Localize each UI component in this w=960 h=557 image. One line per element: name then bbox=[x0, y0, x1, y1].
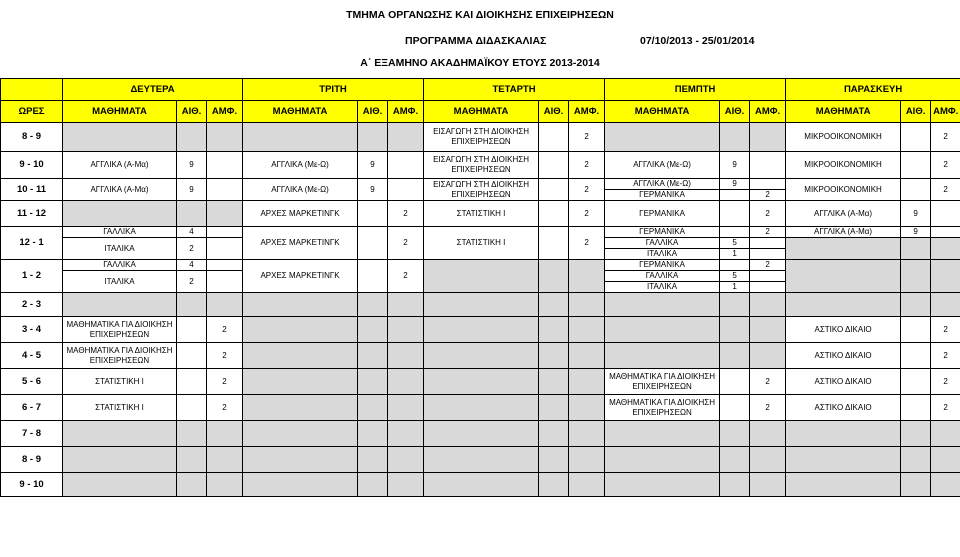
room-header: ΑΙΘ. bbox=[358, 101, 388, 123]
course-cell: ΑΓΓΛΙΚΑ (Με-Ω) bbox=[243, 152, 358, 179]
empty-slot bbox=[358, 447, 388, 473]
empty-slot bbox=[177, 201, 207, 227]
blank-cell bbox=[539, 227, 569, 260]
amph-cell: 2 bbox=[931, 343, 960, 369]
room-cell: 1 bbox=[720, 249, 750, 260]
empty-slot bbox=[243, 343, 358, 369]
blank-cell bbox=[931, 201, 960, 227]
amph-cell: 2 bbox=[569, 201, 605, 227]
hour-cell: 11 - 12 bbox=[1, 201, 63, 227]
empty-slot bbox=[424, 447, 539, 473]
empty-slot bbox=[539, 369, 569, 395]
blank-cell bbox=[720, 190, 750, 201]
room-cell: 9 bbox=[358, 152, 388, 179]
amph-header: ΑΜΦ. bbox=[388, 101, 424, 123]
amph-header: ΑΜΦ. bbox=[931, 101, 960, 123]
empty-slot bbox=[786, 260, 901, 293]
course-cell: ΙΤΑΛΙΚΑ bbox=[63, 238, 177, 260]
room-cell: 2 bbox=[177, 271, 207, 293]
course-cell: ΑΓΓΛΙΚΑ (Με-Ω) bbox=[605, 152, 720, 179]
amph-header: ΑΜΦ. bbox=[569, 101, 605, 123]
empty-slot bbox=[720, 343, 750, 369]
course-cell: ΓΑΛΛΙΚΑ bbox=[63, 260, 177, 271]
course-cell: ΣΤΑΤΙΣΤΙΚΗ Ι bbox=[63, 369, 177, 395]
blank-cell bbox=[750, 249, 786, 260]
course-cell: ΑΣΤΙΚΟ ΔΙΚΑΙΟ bbox=[786, 317, 901, 343]
course-cell: ΑΓΓΛΙΚΑ (Α-Μα) bbox=[63, 152, 177, 179]
empty-slot bbox=[569, 395, 605, 421]
empty-slot bbox=[388, 123, 424, 152]
empty-slot bbox=[63, 123, 177, 152]
course-cell: ΜΙΚΡΟΟΙΚΟΝΟΜΙΚΗ bbox=[786, 179, 901, 201]
empty-slot bbox=[750, 421, 786, 447]
empty-slot bbox=[539, 343, 569, 369]
course-cell: ΑΓΓΛΙΚΑ (Με-Ω) bbox=[243, 179, 358, 201]
empty-slot bbox=[424, 343, 539, 369]
hour-cell: 7 - 8 bbox=[1, 421, 63, 447]
hour-cell: 12 - 1 bbox=[1, 227, 63, 260]
blank-cell bbox=[750, 179, 786, 190]
empty-slot bbox=[720, 293, 750, 317]
date-range: 07/10/2013 - 25/01/2014 bbox=[640, 35, 755, 47]
empty-slot bbox=[63, 447, 177, 473]
blank-cell bbox=[207, 227, 243, 238]
empty-slot bbox=[931, 293, 960, 317]
blank-cell bbox=[750, 271, 786, 282]
empty-slot bbox=[424, 395, 539, 421]
empty-slot bbox=[424, 473, 539, 497]
empty-slot bbox=[63, 421, 177, 447]
empty-slot bbox=[786, 421, 901, 447]
empty-slot bbox=[177, 421, 207, 447]
course-cell: ΕΙΣΑΓΩΓΗ ΣΤΗ ΔΙΟΙΚΗΣΗ ΕΠΙΧΕΙΡΗΣΕΩΝ bbox=[424, 123, 539, 152]
empty-slot bbox=[243, 421, 358, 447]
empty-slot bbox=[388, 293, 424, 317]
empty-slot bbox=[358, 317, 388, 343]
room-cell: 1 bbox=[720, 282, 750, 293]
hour-cell: 10 - 11 bbox=[1, 179, 63, 201]
empty-slot bbox=[605, 473, 720, 497]
empty-slot bbox=[207, 293, 243, 317]
course-cell: ΕΙΣΑΓΩΓΗ ΣΤΗ ΔΙΟΙΚΗΣΗ ΕΠΙΧΕΙΡΗΣΕΩΝ bbox=[424, 179, 539, 201]
semester-title: Α΄ ΕΞΑΜΗΝΟ ΑΚΑΔΗΜΑΪΚΟΥ ΕΤΟΥΣ 2013-2014 bbox=[360, 57, 600, 69]
room-cell: 5 bbox=[720, 238, 750, 249]
blank-cell bbox=[388, 152, 424, 179]
corner-cell bbox=[1, 79, 63, 101]
empty-slot bbox=[358, 395, 388, 421]
course-cell: ΑΣΤΙΚΟ ΔΙΚΑΙΟ bbox=[786, 369, 901, 395]
amph-cell: 2 bbox=[207, 317, 243, 343]
room-cell: 9 bbox=[901, 227, 931, 238]
empty-slot bbox=[243, 473, 358, 497]
blank-cell bbox=[750, 282, 786, 293]
program-label: ΠΡΟΓΡΑΜΜΑ ΔΙΔΑΣΚΑΛΙΑΣ bbox=[405, 35, 547, 47]
course-cell: ΑΣΤΙΚΟ ΔΙΚΑΙΟ bbox=[786, 343, 901, 369]
empty-slot bbox=[750, 293, 786, 317]
empty-slot bbox=[63, 293, 177, 317]
empty-slot bbox=[207, 421, 243, 447]
empty-slot bbox=[901, 421, 931, 447]
empty-slot bbox=[243, 447, 358, 473]
blank-cell bbox=[901, 369, 931, 395]
empty-slot bbox=[177, 123, 207, 152]
day-wednesday: ΤΕΤΑΡΤΗ bbox=[424, 79, 605, 101]
hour-cell: 9 - 10 bbox=[1, 473, 63, 497]
course-header: ΜΑΘΗΜΑΤΑ bbox=[243, 101, 358, 123]
room-cell: 4 bbox=[177, 260, 207, 271]
empty-slot bbox=[569, 260, 605, 293]
blank-cell bbox=[720, 227, 750, 238]
room-header: ΑΙΘ. bbox=[177, 101, 207, 123]
blank-cell bbox=[901, 152, 931, 179]
blank-cell bbox=[388, 179, 424, 201]
amph-cell: 2 bbox=[569, 152, 605, 179]
hour-cell: 6 - 7 bbox=[1, 395, 63, 421]
amph-cell: 2 bbox=[207, 395, 243, 421]
blank-cell bbox=[539, 179, 569, 201]
hours-header: ΩΡΕΣ bbox=[1, 101, 63, 123]
blank-cell bbox=[207, 179, 243, 201]
empty-slot bbox=[207, 447, 243, 473]
course-cell: ΑΡΧΕΣ ΜΑΡΚΕΤΙΝΓΚ bbox=[243, 201, 358, 227]
course-cell: ΑΓΓΛΙΚΑ (Α-Μα) bbox=[786, 227, 901, 238]
course-cell: ΜΑΘΗΜΑΤΙΚΑ ΓΙΑ ΔΙΟΙΚΗΣΗ ΕΠΙΧΕΙΡΗΣΕΩΝ bbox=[605, 395, 720, 421]
amph-cell: 2 bbox=[750, 201, 786, 227]
course-cell: ΓΕΡΜΑΝΙΚΑ bbox=[605, 227, 720, 238]
empty-slot bbox=[901, 447, 931, 473]
blank-cell bbox=[358, 227, 388, 260]
course-header: ΜΑΘΗΜΑΤΑ bbox=[63, 101, 177, 123]
empty-slot bbox=[720, 123, 750, 152]
amph-cell: 2 bbox=[750, 395, 786, 421]
amph-cell: 2 bbox=[569, 123, 605, 152]
empty-slot bbox=[569, 317, 605, 343]
table-row bbox=[1, 369, 960, 395]
amph-cell: 2 bbox=[750, 227, 786, 238]
hour-cell: 4 - 5 bbox=[1, 343, 63, 369]
blank-cell bbox=[720, 395, 750, 421]
empty-slot bbox=[207, 201, 243, 227]
blank-cell bbox=[720, 260, 750, 271]
amph-cell: 2 bbox=[931, 152, 960, 179]
empty-slot bbox=[931, 447, 960, 473]
course-header: ΜΑΘΗΜΑΤΑ bbox=[605, 101, 720, 123]
blank-cell bbox=[901, 317, 931, 343]
empty-slot bbox=[388, 317, 424, 343]
course-cell: ΓΑΛΛΙΚΑ bbox=[605, 271, 720, 282]
hour-cell: 8 - 9 bbox=[1, 123, 63, 152]
empty-slot bbox=[786, 447, 901, 473]
empty-slot bbox=[569, 293, 605, 317]
empty-slot bbox=[358, 369, 388, 395]
empty-slot bbox=[424, 421, 539, 447]
amph-cell: 2 bbox=[931, 179, 960, 201]
table-row bbox=[1, 473, 960, 497]
amph-cell: 2 bbox=[388, 227, 424, 260]
blank-cell bbox=[177, 343, 207, 369]
room-cell: 9 bbox=[177, 152, 207, 179]
day-friday: ΠΑΡΑΣΚΕΥΗ bbox=[786, 79, 960, 101]
blank-cell bbox=[901, 179, 931, 201]
day-tuesday: ΤΡΙΤΗ bbox=[243, 79, 424, 101]
course-cell: ΙΤΑΛΙΚΑ bbox=[63, 271, 177, 293]
hour-cell: 1 - 2 bbox=[1, 260, 63, 293]
course-cell: ΑΡΧΕΣ ΜΑΡΚΕΤΙΝΓΚ bbox=[243, 227, 358, 260]
empty-slot bbox=[569, 473, 605, 497]
amph-cell: 2 bbox=[750, 190, 786, 201]
empty-slot bbox=[358, 123, 388, 152]
room-header: ΑΙΘ. bbox=[720, 101, 750, 123]
empty-slot bbox=[720, 421, 750, 447]
empty-slot bbox=[243, 317, 358, 343]
course-cell: ΓΕΡΜΑΝΙΚΑ bbox=[605, 201, 720, 227]
course-cell: ΓΑΛΛΙΚΑ bbox=[63, 227, 177, 238]
empty-slot bbox=[207, 123, 243, 152]
empty-slot bbox=[605, 317, 720, 343]
empty-slot bbox=[177, 473, 207, 497]
empty-slot bbox=[931, 421, 960, 447]
empty-slot bbox=[243, 123, 358, 152]
empty-slot bbox=[539, 447, 569, 473]
room-header: ΑΙΘ. bbox=[539, 101, 569, 123]
empty-slot bbox=[177, 447, 207, 473]
course-cell: ΑΓΓΛΙΚΑ (Α-Μα) bbox=[63, 179, 177, 201]
course-cell: ΙΤΑΛΙΚΑ bbox=[605, 249, 720, 260]
course-cell: ΓΑΛΛΙΚΑ bbox=[605, 238, 720, 249]
empty-slot bbox=[750, 473, 786, 497]
empty-slot bbox=[750, 343, 786, 369]
course-cell: ΑΓΓΛΙΚΑ (Α-Μα) bbox=[786, 201, 901, 227]
hour-cell: 2 - 3 bbox=[1, 293, 63, 317]
empty-slot bbox=[605, 123, 720, 152]
empty-slot bbox=[901, 260, 931, 293]
empty-slot bbox=[931, 260, 960, 293]
table-row bbox=[1, 293, 960, 317]
table-row bbox=[1, 227, 960, 238]
table-row bbox=[1, 201, 960, 227]
table-row bbox=[1, 343, 960, 369]
amph-cell: 2 bbox=[750, 369, 786, 395]
amph-cell: 2 bbox=[388, 201, 424, 227]
empty-slot bbox=[569, 343, 605, 369]
amph-cell: 2 bbox=[207, 343, 243, 369]
course-header: ΜΑΘΗΜΑΤΑ bbox=[424, 101, 539, 123]
room-cell: 9 bbox=[720, 179, 750, 190]
amph-header: ΑΜΦ. bbox=[750, 101, 786, 123]
empty-slot bbox=[243, 293, 358, 317]
course-cell: ΣΤΑΤΙΣΤΙΚΗ Ι bbox=[424, 201, 539, 227]
blank-cell bbox=[539, 201, 569, 227]
room-cell: 9 bbox=[358, 179, 388, 201]
course-cell: ΕΙΣΑΓΩΓΗ ΣΤΗ ΔΙΟΙΚΗΣΗ ΕΠΙΧΕΙΡΗΣΕΩΝ bbox=[424, 152, 539, 179]
blank-cell bbox=[207, 260, 243, 271]
empty-slot bbox=[786, 473, 901, 497]
blank-cell bbox=[207, 238, 243, 260]
blank-cell bbox=[207, 152, 243, 179]
empty-slot bbox=[388, 421, 424, 447]
empty-slot bbox=[63, 201, 177, 227]
schedule-table bbox=[0, 78, 960, 497]
amph-cell: 2 bbox=[207, 369, 243, 395]
course-cell: ΑΣΤΙΚΟ ΔΙΚΑΙΟ bbox=[786, 395, 901, 421]
empty-slot bbox=[243, 395, 358, 421]
table-row bbox=[1, 395, 960, 421]
blank-cell bbox=[539, 152, 569, 179]
empty-slot bbox=[786, 238, 901, 260]
empty-slot bbox=[539, 260, 569, 293]
room-cell: 2 bbox=[177, 238, 207, 260]
course-cell: ΙΤΑΛΙΚΑ bbox=[605, 282, 720, 293]
empty-slot bbox=[901, 473, 931, 497]
column-header-row bbox=[1, 101, 960, 123]
course-cell: ΣΤΑΤΙΣΤΙΚΗ Ι bbox=[424, 227, 539, 260]
empty-slot bbox=[388, 473, 424, 497]
empty-slot bbox=[177, 293, 207, 317]
blank-cell bbox=[901, 395, 931, 421]
room-cell: 5 bbox=[720, 271, 750, 282]
empty-slot bbox=[901, 293, 931, 317]
blank-cell bbox=[358, 201, 388, 227]
empty-slot bbox=[539, 293, 569, 317]
blank-cell bbox=[358, 260, 388, 293]
course-cell: ΜΙΚΡΟΟΙΚΟΝΟΜΙΚΗ bbox=[786, 123, 901, 152]
empty-slot bbox=[569, 421, 605, 447]
empty-slot bbox=[424, 260, 539, 293]
course-cell: ΜΑΘΗΜΑΤΙΚΑ ΓΙΑ ΔΙΟΙΚΗΣΗ ΕΠΙΧΕΙΡΗΣΕΩΝ bbox=[63, 317, 177, 343]
empty-slot bbox=[424, 317, 539, 343]
empty-slot bbox=[539, 421, 569, 447]
hour-cell: 5 - 6 bbox=[1, 369, 63, 395]
table-row bbox=[1, 421, 960, 447]
amph-cell: 2 bbox=[569, 227, 605, 260]
amph-cell: 2 bbox=[931, 395, 960, 421]
empty-slot bbox=[243, 369, 358, 395]
empty-slot bbox=[750, 447, 786, 473]
room-cell: 9 bbox=[177, 179, 207, 201]
empty-slot bbox=[207, 473, 243, 497]
amph-cell: 2 bbox=[931, 369, 960, 395]
program-line bbox=[0, 30, 960, 52]
empty-slot bbox=[358, 421, 388, 447]
course-cell: ΑΓΓΛΙΚΑ (Με-Ω) bbox=[605, 179, 720, 190]
empty-slot bbox=[605, 447, 720, 473]
empty-slot bbox=[358, 293, 388, 317]
empty-slot bbox=[539, 473, 569, 497]
empty-slot bbox=[539, 395, 569, 421]
empty-slot bbox=[388, 369, 424, 395]
day-monday: ΔΕΥΤΕΡΑ bbox=[63, 79, 243, 101]
day-header-row bbox=[1, 79, 960, 101]
empty-slot bbox=[720, 473, 750, 497]
room-header: ΑΙΘ. bbox=[901, 101, 931, 123]
empty-slot bbox=[424, 293, 539, 317]
empty-slot bbox=[388, 395, 424, 421]
blank-cell bbox=[539, 123, 569, 152]
course-cell: ΜΑΘΗΜΑΤΙΚΑ ΓΙΑ ΔΙΟΙΚΗΣΗ ΕΠΙΧΕΙΡΗΣΕΩΝ bbox=[63, 343, 177, 369]
blank-cell bbox=[901, 343, 931, 369]
hour-cell: 3 - 4 bbox=[1, 317, 63, 343]
empty-slot bbox=[569, 369, 605, 395]
empty-slot bbox=[931, 238, 960, 260]
course-header: ΜΑΘΗΜΑΤΑ bbox=[786, 101, 901, 123]
blank-cell bbox=[931, 227, 960, 238]
course-cell: ΣΤΑΤΙΣΤΙΚΗ Ι bbox=[63, 395, 177, 421]
blank-cell bbox=[720, 369, 750, 395]
room-cell: 9 bbox=[901, 201, 931, 227]
hour-cell: 9 - 10 bbox=[1, 152, 63, 179]
empty-slot bbox=[605, 343, 720, 369]
empty-slot bbox=[539, 317, 569, 343]
empty-slot bbox=[388, 447, 424, 473]
empty-slot bbox=[424, 369, 539, 395]
empty-slot bbox=[605, 421, 720, 447]
room-cell: 4 bbox=[177, 227, 207, 238]
empty-slot bbox=[605, 293, 720, 317]
empty-slot bbox=[388, 343, 424, 369]
blank-cell bbox=[750, 238, 786, 249]
blank-cell bbox=[177, 395, 207, 421]
course-cell: ΑΡΧΕΣ ΜΑΡΚΕΤΙΝΓΚ bbox=[243, 260, 358, 293]
empty-slot bbox=[931, 473, 960, 497]
department-title: ΤΜΗΜΑ ΟΡΓΑΝΩΣΗΣ ΚΑΙ ΔΙΟΙΚΗΣΗΣ ΕΠΙΧΕΙΡΗΣΕΩΝ bbox=[346, 9, 614, 21]
blank-cell bbox=[901, 123, 931, 152]
course-cell: ΜΙΚΡΟΟΙΚΟΝΟΜΙΚΗ bbox=[786, 152, 901, 179]
blank-cell bbox=[207, 271, 243, 293]
table-row bbox=[1, 447, 960, 473]
table-row bbox=[1, 260, 960, 271]
hour-cell: 8 - 9 bbox=[1, 447, 63, 473]
empty-slot bbox=[358, 473, 388, 497]
empty-slot bbox=[63, 473, 177, 497]
amph-cell: 2 bbox=[569, 179, 605, 201]
table-row bbox=[1, 123, 960, 152]
table-row bbox=[1, 179, 960, 190]
blank-cell bbox=[177, 317, 207, 343]
empty-slot bbox=[720, 447, 750, 473]
table-row bbox=[1, 317, 960, 343]
course-cell: ΓΕΡΜΑΝΙΚΑ bbox=[605, 260, 720, 271]
table-row bbox=[1, 152, 960, 179]
course-cell: ΜΑΘΗΜΑΤΙΚΑ ΓΙΑ ΔΙΟΙΚΗΣΗ ΕΠΙΧΕΙΡΗΣΕΩΝ bbox=[605, 369, 720, 395]
blank-cell bbox=[177, 369, 207, 395]
day-thursday: ΠΕΜΠΤΗ bbox=[605, 79, 786, 101]
amph-header: ΑΜΦ. bbox=[207, 101, 243, 123]
room-cell: 9 bbox=[720, 152, 750, 179]
amph-cell: 2 bbox=[750, 260, 786, 271]
course-cell: ΓΕΡΜΑΝΙΚΑ bbox=[605, 190, 720, 201]
empty-slot bbox=[569, 447, 605, 473]
blank-cell bbox=[750, 152, 786, 179]
empty-slot bbox=[358, 343, 388, 369]
empty-slot bbox=[720, 317, 750, 343]
empty-slot bbox=[750, 317, 786, 343]
empty-slot bbox=[750, 123, 786, 152]
amph-cell: 2 bbox=[931, 317, 960, 343]
empty-slot bbox=[786, 293, 901, 317]
blank-cell bbox=[720, 201, 750, 227]
amph-cell: 2 bbox=[931, 123, 960, 152]
empty-slot bbox=[901, 238, 931, 260]
amph-cell: 2 bbox=[388, 260, 424, 293]
